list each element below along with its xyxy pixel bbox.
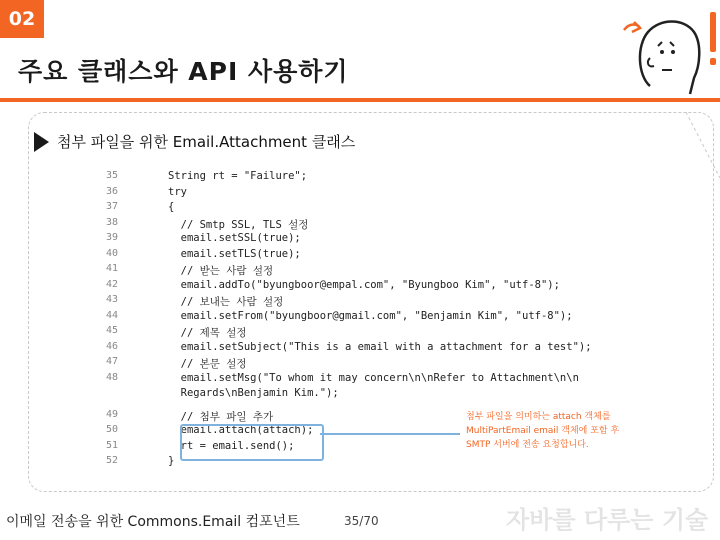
header-divider [0,98,720,102]
code-text: } [168,455,175,467]
line-number: 41 [105,263,118,274]
code-text: email.addTo("byungboor@empal.com", "Byungboo Kim", "utf-8"); [168,278,560,291]
line-number: 47 [105,356,118,367]
annotation-note [466,410,646,452]
line-number: 37 [105,201,118,212]
section-number-badge: 02 [0,0,44,38]
line-number: 40 [105,247,118,259]
code-text: // 보내는 사람 설정 [168,296,284,308]
code-text: email.attach(attach); [168,424,314,436]
folded-corner-decoration [686,112,720,178]
line-number: 50 [105,424,118,435]
code-text: email.setSubject("This is a email with a attachment for a test"); [168,340,592,353]
line-number: 39 [105,232,118,243]
line-number: 43 [105,294,118,305]
code-text: Regards\nBenjamin Kim."); [168,387,339,399]
page-number: 35/70 [344,514,379,528]
section-heading [34,131,355,152]
annotation-line-2: MultiPartEmail email 객체에 포함 후 [466,426,620,436]
line-number: 42 [105,278,118,290]
code-text: rt = email.send(); [168,439,295,452]
line-number: 35 [105,170,118,181]
line-number: 52 [105,455,118,466]
code-text: try [168,185,187,198]
footer-title: 이메일 전송을 위한 Commons.Email 컴포넌트 [6,514,300,530]
line-number: 48 [105,371,118,383]
annotation-line-1: 첨부 파일을 의미하는 attach 객체를 [466,412,611,422]
line-number: 49 [105,408,118,420]
code-text: // 받는 사람 설정 [168,265,274,277]
bullet-triangle-icon [34,132,49,152]
highlight-connector-line [320,433,460,435]
code-text: // 본문 설정 [168,358,247,370]
line-number: 38 [105,216,118,228]
code-text: // 제목 설정 [168,327,247,339]
code-text: email.setMsg("To whom it may concern\n\nRefer to Attachment\n\n [168,371,579,384]
annotation-line-3: SMTP 서버에 전송 요청합니다. [466,440,589,450]
line-number: 46 [105,340,118,352]
thinking-character-illustration [610,6,720,96]
section-label: 첨부 파일을 위한 Email.Attachment 클래스 [57,133,356,151]
book-watermark: 자바를 다루는 기술 [506,506,709,534]
attach-send-highlight-box [180,424,324,461]
code-text: { [168,201,175,213]
code-text: email.setFrom("byungboor@gmail.com", "Benjamin Kim", "utf-8"); [168,309,573,322]
code-text: String rt = "Failure"; [168,170,308,182]
page-title: 주요 클래스와 API 사용하기 [18,57,349,86]
line-number: 36 [105,185,118,197]
line-number: 45 [105,325,118,336]
code-text: // 첨부 파일 추가 [168,410,274,423]
code-text: // Smtp SSL, TLS 설정 [168,218,309,231]
line-number: 51 [105,439,118,451]
code-text: email.setTLS(true); [168,247,301,260]
line-number: 44 [105,309,118,321]
code-text: email.setSSL(true); [168,232,301,244]
